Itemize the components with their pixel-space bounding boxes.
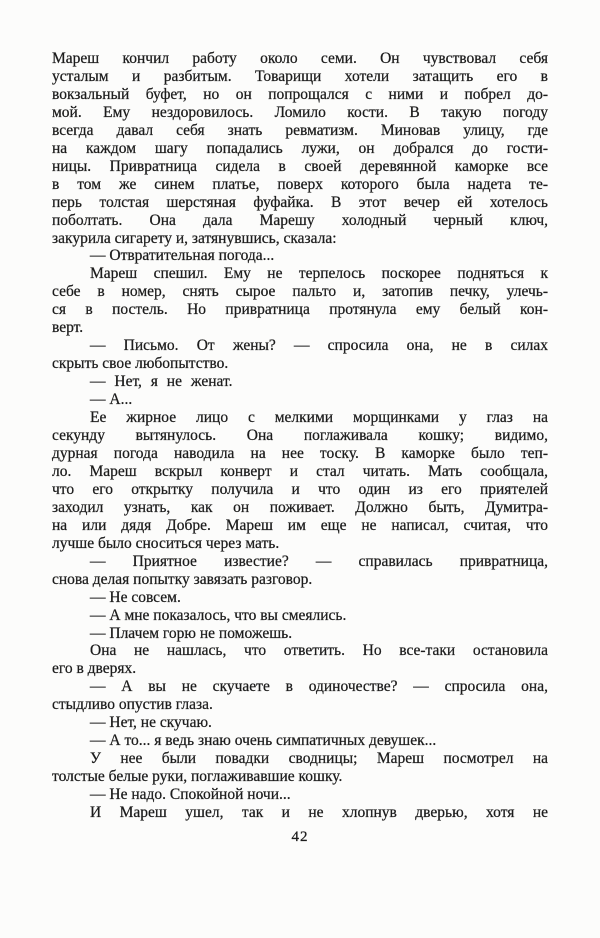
page-text <box>52 50 548 822</box>
text-line: себе в номер, снять сырое пальто и, затопив печку, улечь- <box>52 283 548 301</box>
text-line: ся в постель. Но привратница протянула ему белый кон- <box>52 301 548 319</box>
text-line: всегда давал себя знать ревматизм. Миновав улицу, где <box>52 121 548 139</box>
text-line: Мареш спешил. Ему не терпелось поскорее подняться к <box>90 265 548 283</box>
text-line: секунду вытянулось. Она поглаживала кошку; видимо, <box>52 427 548 445</box>
text-line: — А мне показалось, что вы смеялись. <box>90 606 347 624</box>
text-line: — Приятное известие? — справилась привратница, <box>90 552 548 570</box>
text-line: — А то... я ведь знаю очень симпатичных девушек... <box>90 732 437 750</box>
text-line: толстые белые руки, поглаживавшие кошку. <box>52 768 343 786</box>
text-line: на каждом шагу попадались лужи, он добрался до гости- <box>52 139 548 157</box>
text-line: — Плачем горю не поможешь. <box>90 624 293 642</box>
text-line: лучше было сноситься через мать. <box>52 534 280 552</box>
text-line: поболтать. Она дала Марешу холодный черный ключ, <box>52 211 548 229</box>
text-line: И Мареш ушел, так и не хлопнув дверью, хотя не <box>90 804 548 822</box>
text-line: — Нет, не скучаю. <box>90 714 212 732</box>
text-line: его в дверях. <box>52 660 137 678</box>
page-number: 42 <box>291 829 309 845</box>
text-line: дурная погода наводила на нее тоску. В каморке было теп- <box>52 444 548 462</box>
text-line: на или дядя Добре. Мареш им еще не написал, считая, что <box>52 516 548 534</box>
text-line: закурила сигарету и, затянувшись, сказала: <box>52 229 337 247</box>
text-line: что его открытку получила и что один из его приятелей <box>52 480 548 498</box>
text-line: ло. Мареш вскрыл конверт и стал читать. Мать сообщала, <box>52 462 548 480</box>
text-line: — Не совсем. <box>90 588 181 606</box>
text-line: вокзальный буфет, но он попрощался с ними и побрел до- <box>52 85 548 103</box>
text-line: верт. <box>52 319 84 337</box>
text-line: скрыть свое любопытство. <box>52 355 229 373</box>
text-line: усталым и разбитым. Товарищи хотели затащить его в <box>52 67 548 85</box>
text-line: ницы. Привратница сидела в своей деревянной каморке все <box>52 157 548 175</box>
text-line: — Нет, я не женат. <box>90 373 233 391</box>
text-line: снова делая попытку завязать разговор. <box>52 570 313 588</box>
text-line: — Письмо. От жены? — спросила она, не в силах <box>90 337 548 355</box>
text-line: в том же синем платье, поверх которого была надета те- <box>52 175 548 193</box>
text-line: стыдливо опустив глаза. <box>52 696 213 714</box>
text-line: — Отвратительная погода... <box>90 247 275 265</box>
text-line: заходил узнать, как он поживает. Должно быть, Думитра- <box>52 498 548 516</box>
text-line: Ее жирное лицо с мелкими морщинками у глаз на <box>90 409 548 427</box>
text-line: Мареш кончил работу около семи. Он чувствовал себя <box>52 50 548 67</box>
text-line: мой. Ему нездоровилось. Ломило кости. В такую погоду <box>52 103 548 121</box>
text-line: У нее были повадки сводницы; Мареш посмотрел на <box>90 750 548 768</box>
text-line: — А... <box>90 391 133 409</box>
text-line: Она не нашлась, что ответить. Но все-таки остановила <box>90 642 548 660</box>
text-line: — А вы не скучаете в одиночестве? — спросила она, <box>90 678 548 696</box>
text-line: — Не надо. Спокойной ночи... <box>90 786 291 804</box>
text-line: перь толстая шерстяная фуфайка. В этот вечер ей хотелось <box>52 193 548 211</box>
